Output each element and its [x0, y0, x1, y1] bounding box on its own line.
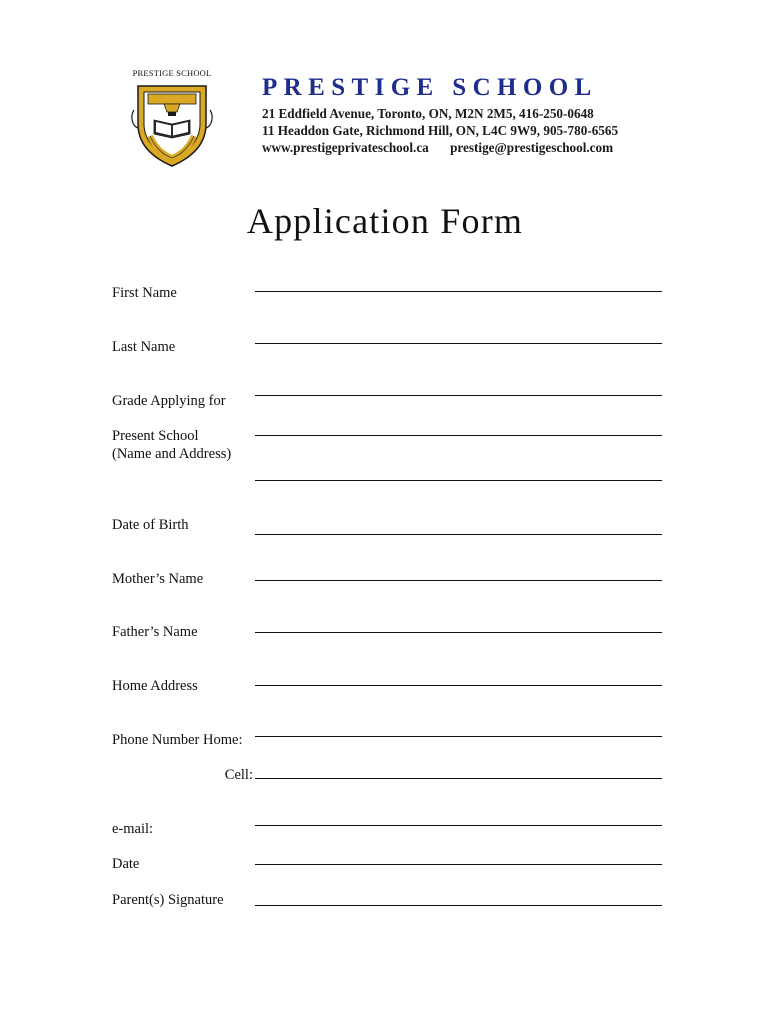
first-name-field[interactable]	[255, 291, 662, 292]
father-name-field[interactable]	[255, 632, 662, 633]
last-name-label: Last Name	[112, 339, 176, 355]
signature-field[interactable]	[255, 905, 662, 906]
form-title: Application Form	[246, 201, 524, 241]
contact-line	[262, 140, 613, 156]
home-address-field[interactable]	[255, 685, 662, 686]
email-link[interactable]: prestige@prestigeschool.com	[450, 140, 614, 155]
phone-home-field[interactable]	[255, 736, 662, 737]
mother-name-label: Mother’s Name	[112, 571, 204, 587]
cell-field[interactable]	[255, 778, 662, 779]
phone-home-label: Phone Number Home:	[112, 732, 243, 748]
email-label: e-mail:	[112, 821, 154, 837]
address-toronto: 21 Eddfield Avenue, Toronto, ON, M2N 2M5, 416-250-0648	[262, 106, 594, 121]
date-field[interactable]	[255, 864, 662, 865]
present-school-address-field[interactable]	[255, 480, 662, 481]
dob-label: Date of Birth	[112, 517, 189, 533]
school-crest-icon	[126, 80, 218, 168]
present-school-sublabel: (Name and Address)	[112, 446, 232, 462]
first-name-label: First Name	[112, 285, 177, 301]
school-logo	[118, 68, 226, 168]
father-name-label: Father’s Name	[112, 624, 198, 640]
last-name-field[interactable]	[255, 343, 662, 344]
address-richmond-hill: 11 Headdon Gate, Richmond Hill, ON, L4C 9W9, 905-780-6565	[262, 123, 619, 138]
logo-caption: PRESTIGE SCHOOL	[132, 68, 212, 78]
grade-field[interactable]	[255, 395, 662, 396]
present-school-field[interactable]	[255, 435, 662, 436]
school-name: PRESTIGE SCHOOL	[262, 74, 598, 101]
date-label: Date	[112, 856, 140, 872]
cell-label: Cell:	[224, 767, 253, 783]
dob-field[interactable]	[255, 534, 662, 535]
signature-label: Parent(s) Signature	[112, 892, 224, 908]
grade-label: Grade Applying for	[112, 393, 226, 409]
website-link[interactable]: www.prestigeprivateschool.ca	[262, 140, 429, 155]
mother-name-field[interactable]	[255, 580, 662, 581]
present-school-label: Present School	[112, 428, 199, 444]
email-field[interactable]	[255, 825, 662, 826]
home-address-label: Home Address	[112, 678, 198, 694]
